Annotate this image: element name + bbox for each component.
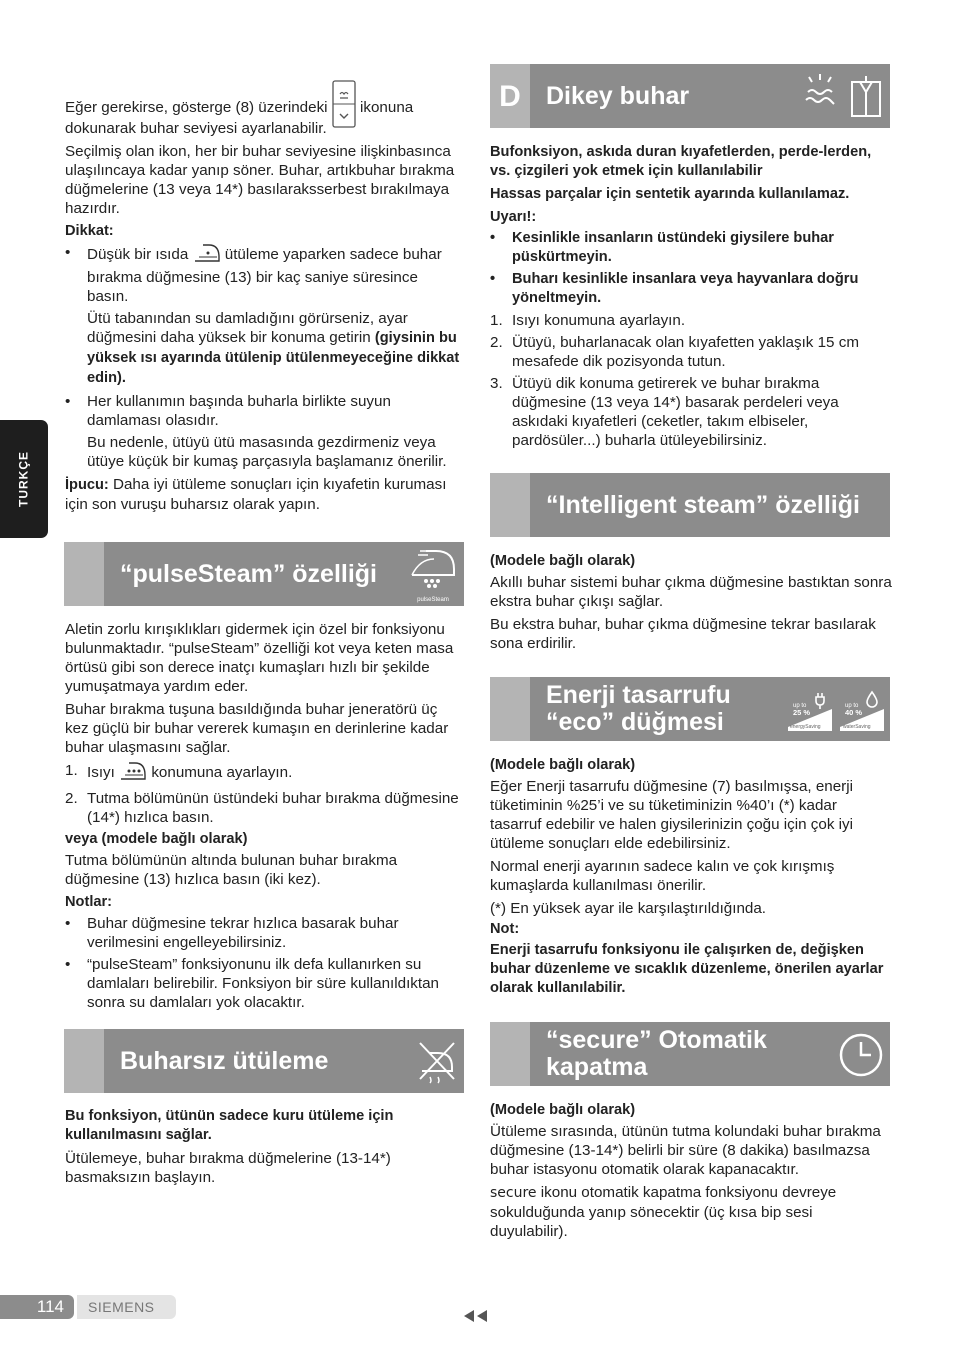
bullet-text: Düşük bir ısıda <box>87 246 189 263</box>
eco-body <box>490 756 892 1002</box>
paragraph-text: ikonu otomatik kapatma fonksiyonu devreye sokulduğunda yanıp sönecektir (üç kısa bip sesi duyulabilir). <box>490 1184 837 1240</box>
step-text: Ütüyü, buharlanacak olan kıyafetten yaklaşık 15 cm mesafede dik pozisyonda tutun. <box>512 334 859 370</box>
eco-header <box>490 677 890 741</box>
paragraph-bold: Bufonksiyon, askıda duran kıyafetlerden, perde-lerden, vs. çizgileri yok etmek için kullanılabilir <box>490 144 872 179</box>
step-text: Isıyı konumuna ayarlayın. <box>512 312 686 329</box>
step-item <box>490 311 892 330</box>
list-item: • Her kullanımın başında buharla birlikte suyun damlaması olasıdır. <box>65 393 391 429</box>
bullet-text: Her kullanımın başında buharla birlikte suyun damlaması olasıdır. <box>87 393 391 429</box>
paragraph: (*) En yüksek ayar ile karşılaştırıldığında. <box>490 900 767 917</box>
bullet-text: “pulseSteam” fonksiyonunu ilk defa kullanırken su damlaları belirebilir. Fonksiyon bir süre kullanıldıktan sonra su damlaları yok olacaktır. <box>87 956 440 1011</box>
icon-up-to: up to <box>845 703 859 709</box>
paragraph: Ütüleme sırasında, ütünün tutma kolundaki buhar bırakma düğmesine (13-14*) belirli bir süre (8 dakika) basılmazsa buhar istasyonu otomatik olarak kapanacaktır. <box>490 1123 881 1178</box>
back-arrows-icon[interactable] <box>462 1308 490 1329</box>
paragraph: Eğer Enerji tasarrufu düğmesine (7) basılmışsa, enerji tüketiminin %25’i ve su tüketiminizin %40’ı (*) kadar tasarruf edebilir ve halen giysilerinizin çoğu için çok iyi ütüleme sonuçları elde edebilirsiniz. <box>490 778 853 852</box>
secure-header <box>490 1022 890 1086</box>
brand-badge <box>77 1295 176 1319</box>
model-note: (Modele bağlı olarak) <box>490 1102 636 1118</box>
header-tab <box>64 542 104 606</box>
icon-up-to: up to <box>793 703 807 709</box>
pulsesteam-header <box>64 542 464 606</box>
icon-caption: energySaving <box>790 724 821 730</box>
section-letter: D <box>499 79 521 113</box>
header-tab <box>490 473 530 537</box>
low-heat-icon <box>193 243 221 268</box>
paragraph <box>490 1183 892 1241</box>
paragraph-bold: Bu fonksiyon, ütünün sadece kuru ütüleme için kullanılmasını sağlar. <box>65 1108 394 1143</box>
bullet-text-c: Ütü tabanından su damladığını görürseniz, ayar düğmesini daha yüksek bir konuma getirin <box>87 310 408 346</box>
paragraph-bold: Hassas parçalar için sentetik ayarında kullanılamaz. <box>490 186 850 202</box>
step-text-a: Isıyı <box>87 764 115 781</box>
step-number: 1. <box>490 312 503 329</box>
step-number: 2. <box>490 334 503 351</box>
title-line-1: “secure” Otomatik <box>546 1026 767 1054</box>
list-item: • “pulseSteam” fonksiyonunu ilk defa kullanırken su damlaları belirebilir. Fonksiyon bir süre kullanıldıktan sonra su damlaları yok olacaktır. <box>65 956 440 1011</box>
header-tab <box>64 1029 104 1093</box>
bullet-text-bold: (giysinin bu yüksek ısı ayarında ütülenip ütülenmeyeceğine dikkat edin). <box>87 330 460 386</box>
veya-label: veya (modele bağlı olarak) <box>65 831 248 847</box>
intro-paragraph-2: Seçilmiş olan ikon, her bir buhar seviyesine ilişkinbasınca ulaşılıncaya kadar yanıp söner. Buhar, artıkbuhar bırakma düğmelerine (13 veya 14*) basılaraksserbest bırakılmaya hazırdır. <box>65 143 455 217</box>
notlar-label: Notlar: <box>65 894 113 910</box>
page-number-badge <box>0 1295 74 1319</box>
tip-text: Daha iyi ütüleme sonuçları için kıyafetin kuruması için son vuruşu buharsız olarak yapın. <box>65 476 447 513</box>
step-text: Tutma bölümünün üstündeki buhar bırakma düğmesine (14*) hızlıca basın. <box>87 790 459 826</box>
bullet-text: Kesinlikle insanların üstündeki giysilere buhar püskürtmeyin. <box>512 230 834 265</box>
icon-percent: 40 % <box>845 708 863 717</box>
paragraph: Aletin zorlu kırışıklıkları gidermek için özel bir fonksiyonu bulunmaktadır. “pulseSteam” özelliği kot veya keten masa örtüsü gibi son derece inatçı kumaşları hızlı bir şekilde yumuşatmaya yardım eder. <box>65 621 454 695</box>
section-title: “pulseSteam” özelliği <box>120 559 378 588</box>
list-item: • Düşük bir ısıda ütüleme yaparken sadece buhar bırakma düğmesine (13) bir kaç saniye süresince basın. <box>65 244 442 305</box>
intelligent-steam-header <box>490 473 890 537</box>
no-steam-icon <box>414 1037 460 1090</box>
title-line-2: “eco” düğmesi <box>546 708 724 736</box>
pulsesteam-icon <box>408 545 458 608</box>
paragraph: Akıllı buhar sistemi buhar çıkma düğmesine bastıktan sonra ekstra buhar çıkışı sağlar. <box>490 574 892 610</box>
list-item: • Kesinlikle insanların üstündeki giysilere buhar püskürtmeyin. <box>490 230 834 265</box>
energy-saving-icon <box>788 687 832 736</box>
paragraph: Buhar bırakma tuşuna basıldığında buhar jeneratörü üç kez güçlü bir buhar vererek kumaşın en derinlerine kadar buhar ulaşmasını sağlar. <box>65 701 449 756</box>
section-title: “Intelligent steam” özelliği <box>546 490 860 519</box>
tip-label: İpucu: <box>65 477 109 493</box>
list-item: • Buharı kesinlikle insanlara veya hayvanlara doğru yöneltmeyin. <box>490 271 859 306</box>
model-note: (Modele bağlı olarak) <box>490 553 636 569</box>
not-label: Not: <box>490 921 520 937</box>
step-item <box>490 374 892 450</box>
step-item <box>65 761 463 786</box>
secure-body <box>490 1101 892 1245</box>
paragraph: Bu ekstra buhar, buhar çıkma düğmesine tekrar basılarak sona erdirilir. <box>490 616 876 652</box>
brand-name: SIEMENS <box>88 1299 155 1315</box>
step-item <box>65 789 463 827</box>
steam-level-icon <box>332 96 356 119</box>
clock-icon <box>838 1032 884 1083</box>
secure-word: secure <box>490 1185 537 1201</box>
model-note: (Modele bağlı olarak) <box>490 757 636 773</box>
paragraph-bold: Enerji tasarrufu fonksiyonu ile çalışırken de, değişken buhar düzenleme ve sıcaklık düzenleme, önerilen ayarlar olarak kullanılabilir. <box>490 942 884 996</box>
vertical-steam-icon <box>802 72 884 125</box>
title-line-2: kapatma <box>546 1053 648 1081</box>
dikkat-label: Dikkat: <box>65 223 114 239</box>
paragraph: Normal enerji ayarının sadece kalın ve çok kırışmış kumaşlarda kullanılması önerilir. <box>490 858 835 894</box>
header-tab <box>490 677 530 741</box>
intro-text-b: ikonuna dokunarak buhar seviyesi ayarlanabilir. <box>65 99 414 137</box>
step-text-b: konumuna ayarlayın. <box>151 764 293 781</box>
pulsesteam-caption: pulseSteam <box>417 597 449 603</box>
vertical-steam-header <box>490 64 890 128</box>
page-number: 114 <box>36 1297 64 1316</box>
icon-percent: 25 % <box>793 708 811 717</box>
vertical-steam-body <box>490 143 892 453</box>
step-number: 1. <box>65 762 78 779</box>
water-saving-icon <box>840 687 884 736</box>
intelligent-steam-body <box>490 552 892 657</box>
step-text: Ütüyü dik konuma getirerek ve buhar bırakma düğmesine (13 veya 14*) basarak perdeleri veya askıdaki kıyafetleri (ceketler, takım elbiseler, pardösüler...) buharla ütüleyebilirsiniz. <box>512 375 839 449</box>
bullet-text: Buharı kesinlikle insanlara veya hayvanlara doğru yöneltmeyin. <box>512 271 859 306</box>
paragraph: Tutma bölümünün altında bulunan buhar bırakma düğmesine (13) hızlıca basın (iki kez). <box>65 852 398 888</box>
language-label: TURKÇE <box>16 451 31 507</box>
section-title <box>546 1022 767 1086</box>
bullet-text: Buhar düğmesine tekrar hızlıca basarak buhar verilmesini engelleyebilirsiniz. <box>87 915 399 951</box>
bullet-continuation <box>65 309 463 388</box>
warning-label: Uyarı!: <box>490 209 537 225</box>
intro-paragraph <box>65 96 463 138</box>
list-item: • Buhar düğmesine tekrar hızlıca basarak buhar verilmesini engelleyebilirsiniz. <box>65 915 399 951</box>
bullet-text-b: ütüleme yaparken sadece buhar bırakma düğmesine (13) bir kaç saniye süresince basın. <box>87 246 442 305</box>
step-number: 3. <box>490 375 503 392</box>
section-title: Buharsız ütüleme <box>120 1046 329 1075</box>
section-title <box>546 677 731 741</box>
pulsesteam-body <box>65 620 463 1015</box>
language-tab <box>0 420 48 538</box>
dry-ironing-body <box>65 1107 463 1191</box>
step-item <box>490 333 892 371</box>
bullet-continuation: Bu nedenle, ütüyü ütü masasında gezdirmeniz veya ütüye küçük bir kumaş parçasıyla başlamanız önerilir. <box>87 434 447 470</box>
title-line-1: Enerji tasarrufu <box>546 681 731 709</box>
high-heat-icon <box>119 761 147 786</box>
dry-ironing-header <box>64 1029 464 1093</box>
paragraph: Ütülemeye, buhar bırakma düğmelerine (13-14*) basmaksızın başlayın. <box>65 1150 391 1186</box>
header-tab-letter <box>490 64 530 128</box>
left-intro <box>65 96 463 518</box>
header-tab <box>490 1022 530 1086</box>
step-number: 2. <box>65 790 78 807</box>
intro-text-a: Eğer gerekirse, gösterge (8) üzerindeki <box>65 99 328 116</box>
tip-paragraph <box>65 475 463 514</box>
icon-caption: waterSaving <box>843 724 871 730</box>
section-title: Dikey buhar <box>546 81 690 110</box>
